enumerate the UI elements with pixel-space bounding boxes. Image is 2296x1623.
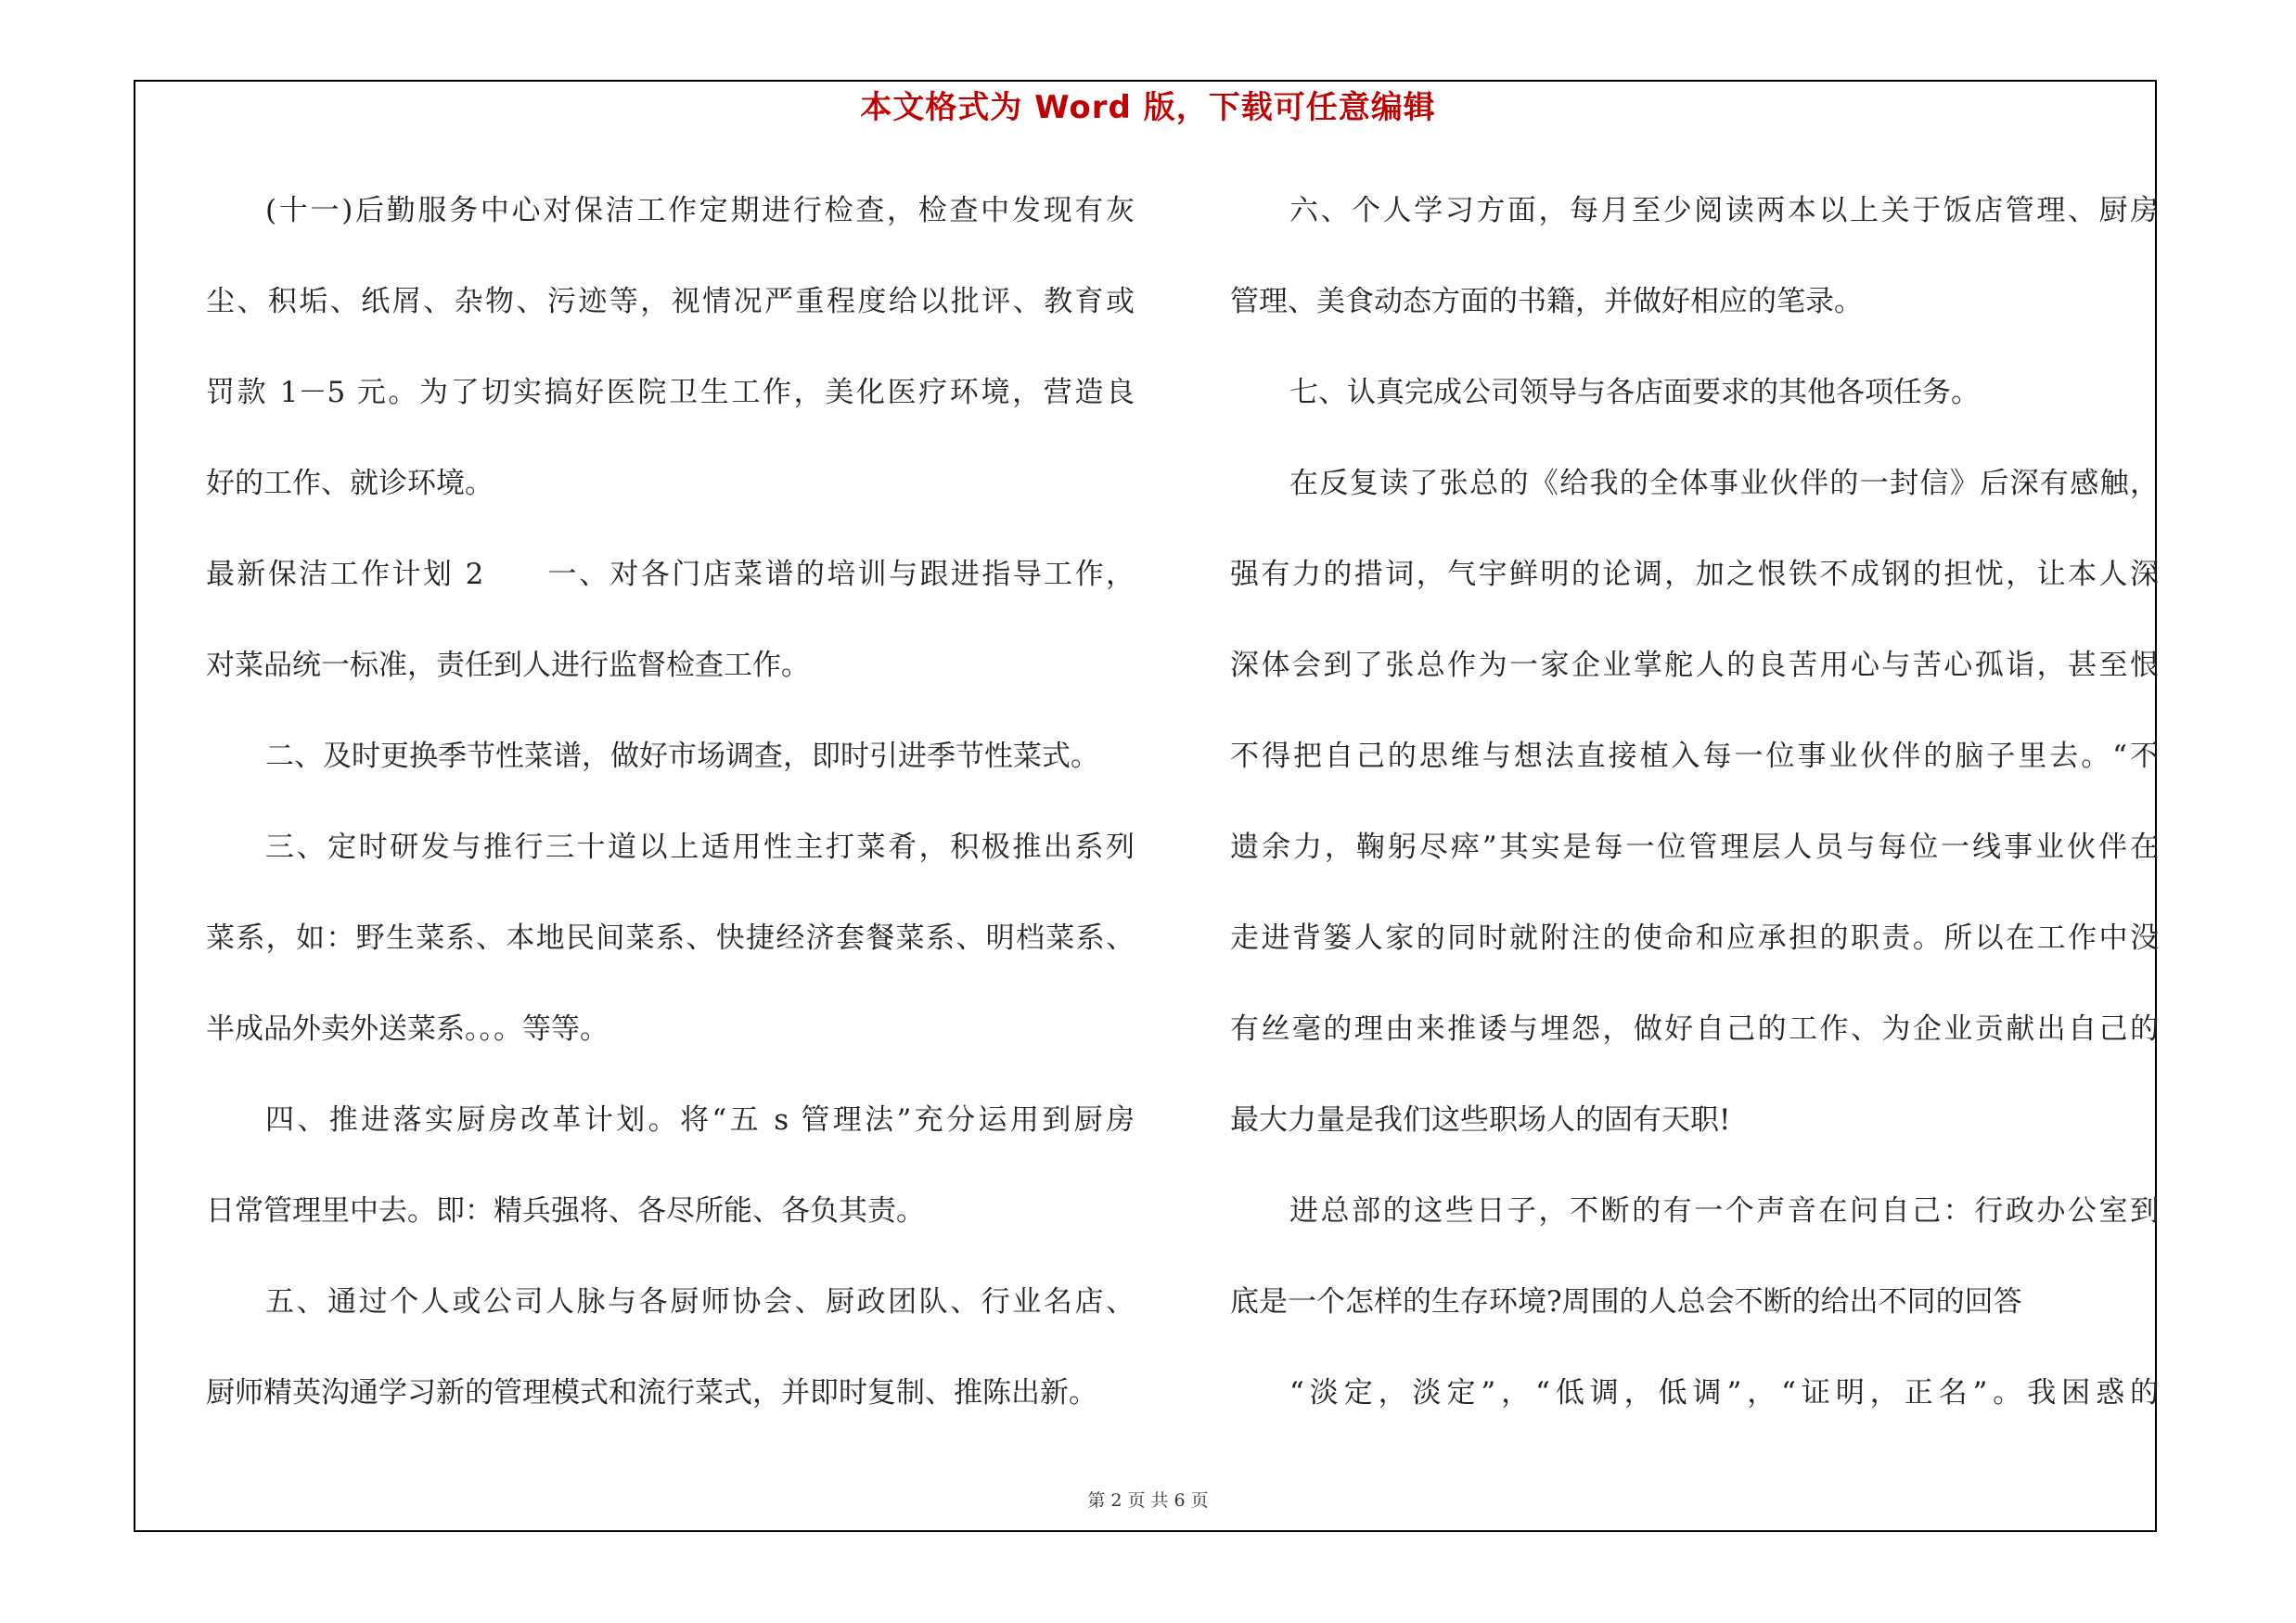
text-line: 半成品外卖外送菜系。。。等等。 [206, 1012, 609, 1046]
text-line: 强有力的措词，气宇鲜明的论调，加之恨铁不成钢的担忧，让本人深 [1230, 558, 2159, 591]
page-number: 第 2 页 共 6 页 [1087, 1490, 1209, 1511]
text-line: “淡定，淡定”，“低调，低调”，“证明，正名”。我困惑的 [1289, 1376, 2159, 1410]
text-line: 罚款 1－5 元。为了切实搞好医院卫生工作，美化医疗环境，营造良 [206, 376, 1135, 409]
editable-word-banner: 本文格式为 Word 版，下载可任意编辑 [860, 89, 1436, 126]
text-line: 尘、积垢、纸屑、杂物、污迹等，视情况严重程度给以批评、教育或 [206, 285, 1135, 318]
text-line: (十一)后勤服务中心对保洁工作定期进行检查，检查中发现有灰 [265, 194, 1135, 227]
text-line: 最大力量是我们这些职场人的固有天职! [1230, 1103, 1731, 1137]
text-line: 四、推进落实厨房改革计划。将“五 s 管理法”充分运用到厨房 [265, 1103, 1135, 1137]
text-line: 三、定时研发与推行三十道以上适用性主打菜肴，积极推出系列 [265, 831, 1135, 864]
text-line: 菜系，如：野生菜系、本地民间菜系、快捷经济套餐菜系、明档菜系、 [206, 921, 1135, 955]
left-column [206, 180, 1135, 1453]
text-line: 厨师精英沟通学习新的管理模式和流行菜式，并即时复制、推陈出新。 [206, 1376, 1097, 1410]
text-line: 六、个人学习方面，每月至少阅读两本以上关于饭店管理、厨房 [1289, 194, 2159, 227]
text-line: 管理、美食动态方面的书籍，并做好相应的笔录。 [1230, 285, 1863, 318]
text-line: 最新保洁工作计划 2 一、对各门店菜谱的培训与跟进指导工作， [206, 558, 1135, 591]
text-line: 对菜品统一标准，责任到人进行监督检查工作。 [206, 649, 810, 682]
text-line: 底是一个怎样的生存环境?周围的人总会不断的给出不同的回答 [1230, 1285, 2022, 1319]
text-line: 七、认真完成公司领导与各店面要求的其他各项任务。 [1289, 376, 1980, 409]
text-line: 有丝毫的理由来推诿与埋怨，做好自己的工作、为企业贡献出自己的 [1230, 1012, 2159, 1046]
text-line: 五、通过个人或公司人脉与各厨师协会、厨政团队、行业名店、 [265, 1285, 1135, 1319]
text-line: 在反复读了张总的《给我的全体事业伙伴的一封信》后深有感触， [1289, 467, 2159, 500]
text-line: 遗余力，鞠躬尽瘁”其实是每一位管理层人员与每位一线事业伙伴在 [1230, 831, 2159, 864]
text-line: 日常管理里中去。即：精兵强将、各尽所能、各负其责。 [206, 1194, 925, 1228]
text-line: 二、及时更换季节性菜谱，做好市场调查，即时引进季节性菜式。 [265, 740, 1099, 773]
text-line: 进总部的这些日子，不断的有一个声音在问自己：行政办公室到 [1289, 1194, 2159, 1228]
text-line: 深体会到了张总作为一家企业掌舵人的良苦用心与苦心孤诣，甚至恨 [1230, 649, 2159, 682]
text-line: 好的工作、就诊环境。 [206, 467, 494, 500]
right-column [1230, 180, 2159, 1453]
text-line: 走进背篓人家的同时就附注的使命和应承担的职责。所以在工作中没 [1230, 921, 2159, 955]
text-line: 不得把自己的思维与想法直接植入每一位事业伙伴的脑子里去。“不 [1230, 740, 2159, 773]
